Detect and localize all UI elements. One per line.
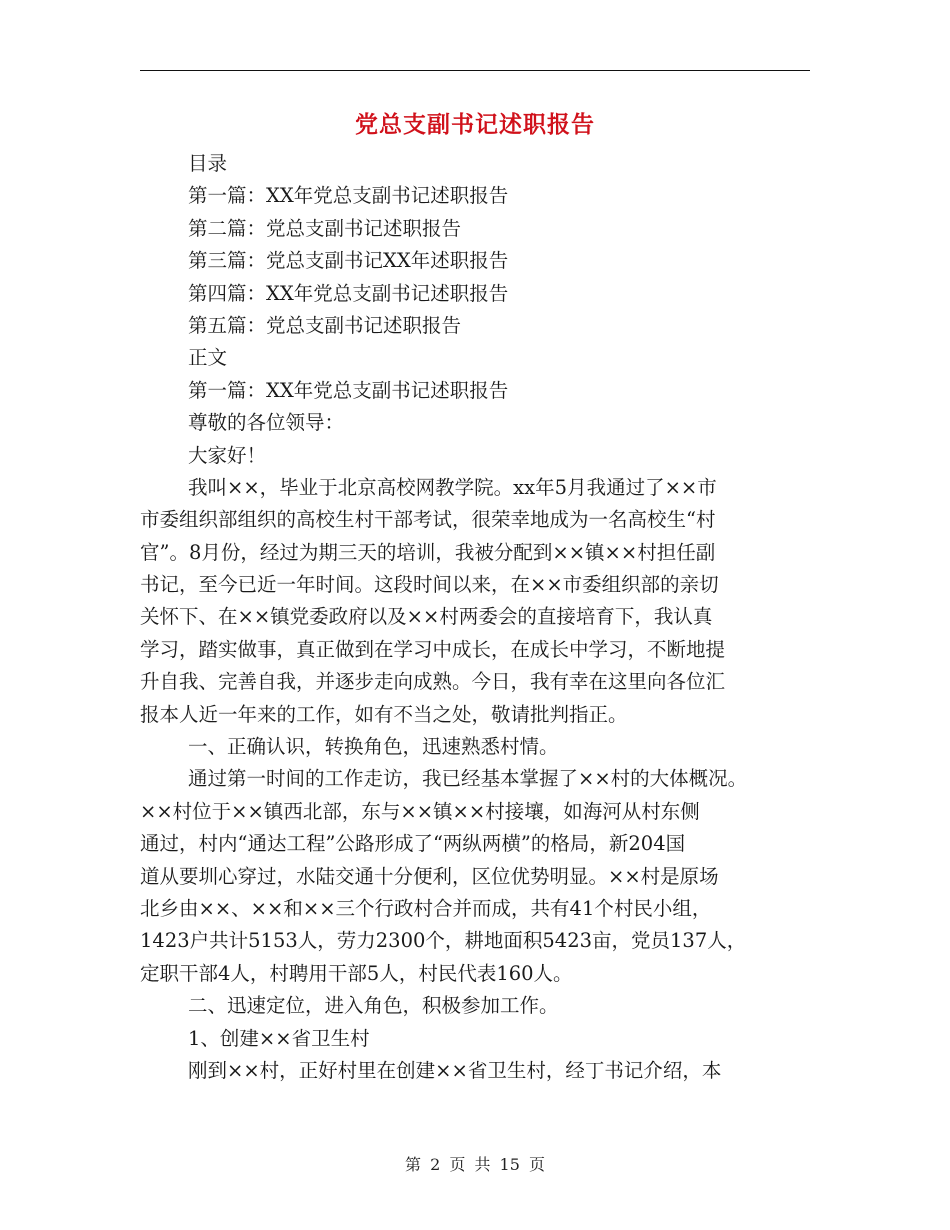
text-line: 一、正确认识，转换角色，迅速熟悉村情。	[188, 735, 559, 759]
text-line: 第三篇：党总支副书记XX年述职报告	[188, 249, 509, 273]
text-line: 定职干部4人，村聘用干部5人，村民代表160人。	[140, 961, 573, 985]
text-line: 第五篇：党总支副书记述职报告	[188, 313, 462, 337]
text-line: 报本人近一年来的工作，如有不当之处，敬请批判指正。	[140, 702, 628, 726]
text-line: 道从要圳心穿过，水陆交通十分便利，区位优势明显。××村是原场	[140, 864, 719, 888]
text-line: 正文	[188, 346, 228, 370]
page-number: 第 2 页 共 15 页	[405, 1155, 545, 1174]
text-line: 第一篇：XX年党总支副书记述职报告	[188, 184, 509, 208]
document-title: 党总支副书记述职报告	[355, 111, 595, 138]
text-line: 大家好！	[188, 443, 267, 467]
text-line: 北乡由××、××和××三个行政村合并而成，共有41个村民小组，	[140, 896, 712, 920]
document-body	[140, 148, 810, 1087]
text-line: 第一篇：XX年党总支副书记述职报告	[188, 378, 509, 402]
text-line: 通过第一时间的工作走访，我已经基本掌握了××村的大体概况。	[188, 767, 748, 791]
text-line: 书记，至今已近一年时间。这段时间以来，在××市委组织部的亲切	[140, 573, 719, 597]
text-line: 我叫××，毕业于北京高校网教学院。xx年5月我通过了××市	[188, 475, 717, 499]
text-line: 市委组织部组织的高校生村干部考试，很荣幸地成为一名高校生“村	[140, 508, 716, 532]
text-line: 第二篇：党总支副书记述职报告	[188, 216, 462, 240]
text-line: 关怀下、在××镇党委政府以及××村两委会的直接培育下，我认真	[140, 605, 713, 629]
text-line: 尊敬的各位领导：	[188, 411, 345, 435]
text-line: 升自我、完善自我，并逐步走向成熟。今日，我有幸在这里向各位汇	[140, 670, 726, 694]
text-line: 目录	[188, 152, 228, 175]
header-rule	[140, 70, 810, 71]
text-line: ××村位于××镇西北部，东与××镇××村接壤，如海河从村东侧	[140, 799, 700, 823]
text-line: 1423户共计5153人，劳力2300个，耕地面积5423亩，党员137人，	[140, 929, 747, 953]
text-line: 第四篇：XX年党总支副书记述职报告	[188, 281, 509, 305]
text-line: 1、创建××省卫生村	[188, 1026, 370, 1050]
text-line: 刚到××村，正好村里在创建××省卫生村，经丁书记介绍，本	[188, 1058, 722, 1082]
text-line: 通过，村内“通达工程”公路形成了“两纵两横”的格局，新204国	[140, 832, 686, 856]
text-line: 学习，踏实做事，真正做到在学习中成长，在成长中学习，不断地提	[140, 637, 726, 661]
text-line: 二、迅速定位，进入角色，积极参加工作。	[188, 994, 559, 1018]
text-line: 官”。8月份，经过为期三天的培训，我被分配到××镇××村担任副	[140, 540, 716, 564]
